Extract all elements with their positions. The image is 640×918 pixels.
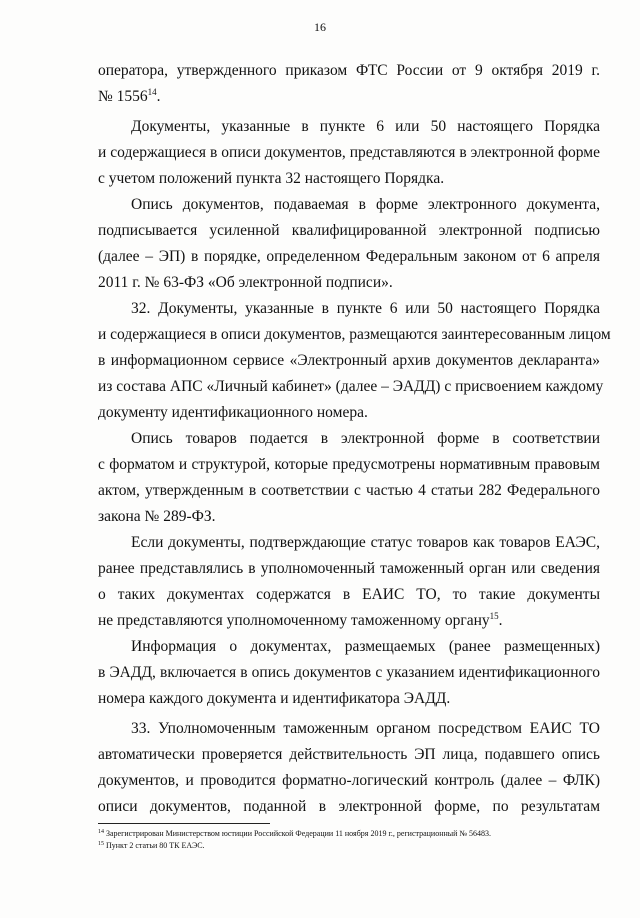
- text-line: 32. Документы, указанные в пункте 6 или 50 настоящего Порядка: [131, 300, 600, 317]
- text-line: автоматически проверяется действительность ЭП лица, подавшего опись: [98, 746, 600, 763]
- paragraph: [98, 296, 611, 426]
- text-line: ранее представлялись в уполномоченный таможенный орган или сведения: [98, 560, 600, 577]
- footnote-reference: 15: [489, 611, 499, 621]
- text-line: Документы, указанные в пункте 6 или 50 настоящего Порядка: [131, 118, 600, 135]
- text-line: из состава АПС «Личный кабинет» (далее – ЭАДД) с присвоением каждому: [98, 378, 604, 395]
- text-line: с учетом положений пункта 32 настоящего Порядка.: [98, 170, 445, 187]
- text-line: № 1556$^{14}$.: [98, 87, 161, 105]
- text-line: актом, утвержденным в соответствии с частью 4 статьи 282 Федерального: [98, 482, 600, 499]
- text-line: в информационном сервисе «Электронный архив документов декларанта»: [98, 352, 600, 369]
- text-line: номера каждого документа и идентификатора ЭАДД.: [98, 690, 451, 707]
- text-line: документу идентификационного номера.: [98, 404, 368, 421]
- paragraph: [98, 716, 600, 820]
- text-line: 2011 г. № 63-ФЗ «Об электронной подписи».: [98, 274, 393, 291]
- paragraph: [98, 634, 600, 712]
- text-line: оператора, утвержденного приказом ФТС России от 9 октября 2019 г.: [98, 62, 600, 79]
- text-line: (далее – ЭП) в порядке, определенном Федеральным законом от 6 апреля: [98, 248, 600, 265]
- footnote: $^{15}$ Пункт 2 статьи 80 ТК ЕАЭС.: [98, 841, 205, 850]
- footnote: $^{14}$ Зарегистрирован Министерством юстиции Российской Федерации 11 ноября 2019 г., регистрационный № 56483.: [98, 829, 492, 838]
- text-line: подписывается усиленной квалифицированной электронной подписью: [98, 222, 600, 239]
- paragraph: [98, 426, 600, 530]
- text-line: и содержащиеся в описи документов, представляются в электронной форме: [98, 144, 600, 161]
- text-line: с форматом и структурой, которые предусмотрены нормативным правовым: [98, 456, 600, 473]
- paragraph: [98, 530, 600, 634]
- paragraph: [98, 58, 600, 110]
- footnote-reference: 14: [147, 87, 157, 97]
- footnote-mark: 15: [98, 841, 104, 847]
- text-line: 33. Уполномоченным таможенным органом посредством ЕАИС ТО: [131, 720, 600, 737]
- text-line: Информация о документах, размещаемых (ранее размещенных): [131, 638, 600, 655]
- text-line: о таких документах содержатся в ЕАИС ТО, то такие документы: [98, 586, 600, 603]
- text-line: не представляются уполномоченному таможенному органу$^{15}$.: [98, 611, 503, 629]
- text-line: Опись документов, подаваемая в форме электронного документа,: [131, 196, 600, 213]
- text-line: описи документов, поданной в электронной форме, по результатам: [98, 798, 600, 815]
- text-line: и содержащиеся в описи документов, размещаются заинтересованным лицом: [98, 326, 611, 343]
- footnote-mark: 14: [98, 829, 104, 835]
- text-line: Если документы, подтверждающие статус товаров как товаров ЕАЭС,: [131, 534, 600, 551]
- paragraph: [98, 114, 600, 192]
- text-line: документов, и проводится форматно-логический контроль (далее – ФЛК): [98, 772, 600, 789]
- text-line: Опись товаров подается в электронной форме в соответствии: [131, 430, 600, 447]
- paragraph: [98, 192, 600, 296]
- footnote-separator: [98, 823, 270, 824]
- page-number: 16: [314, 20, 326, 34]
- text-line: закона № 289-ФЗ.: [98, 508, 216, 525]
- text-line: в ЭАДД, включается в опись документов с указанием идентификационного: [98, 664, 600, 681]
